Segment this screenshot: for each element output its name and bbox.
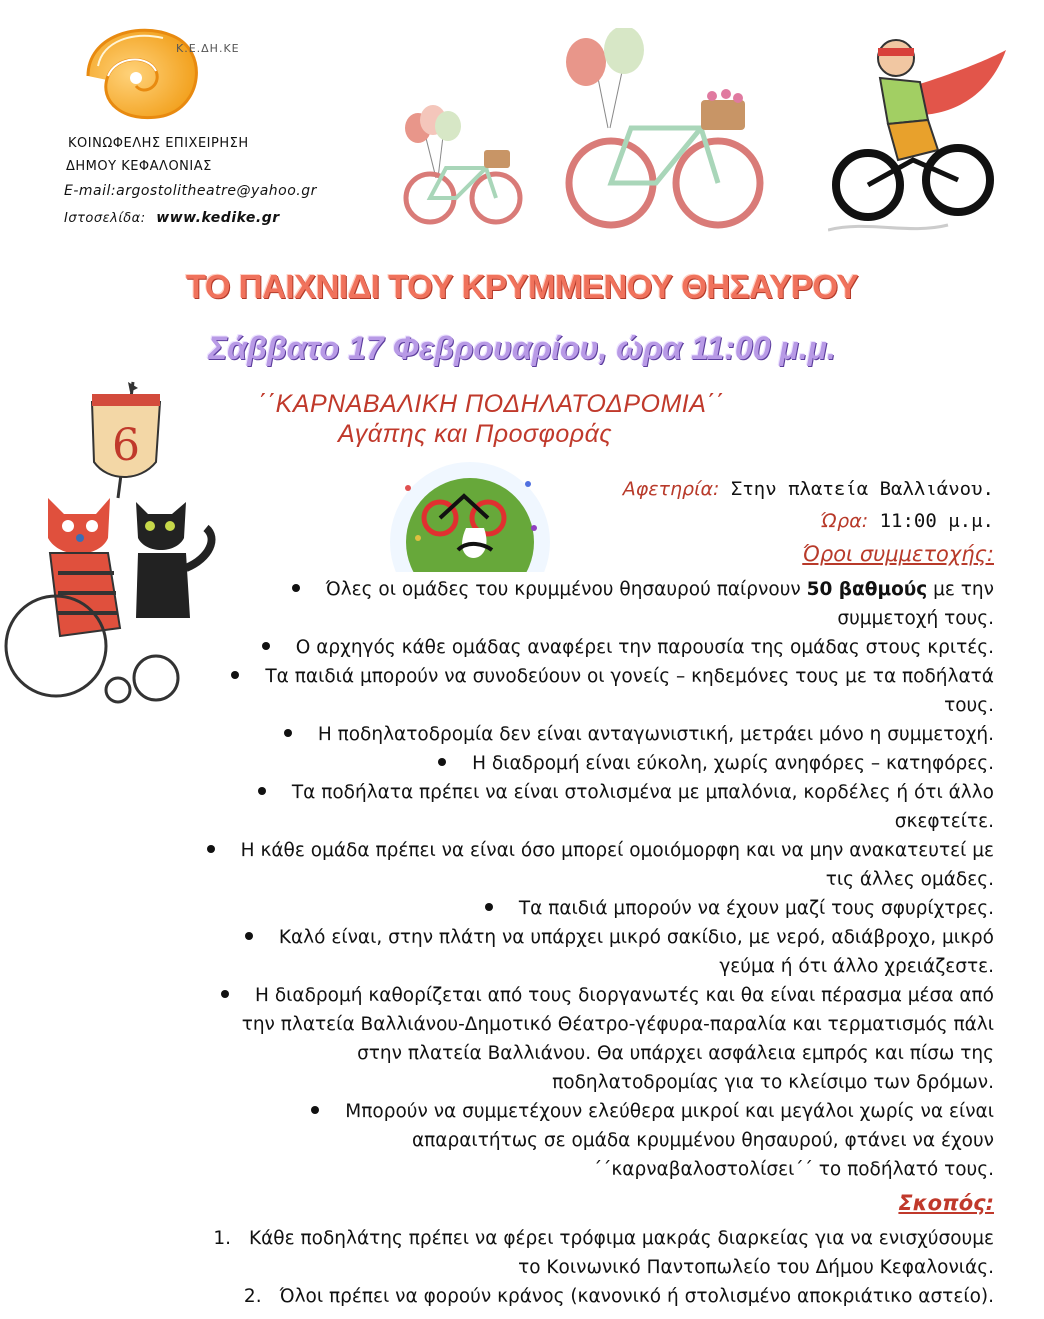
term-continuation: στην πλατεία Βαλλιάνου. Θα υπάρχει ασφάλεια εμπρός και πίσω της: [357, 1043, 994, 1064]
bullet-icon: [262, 642, 270, 650]
email: E-mail:argostolitheatre@yahoo.gr: [64, 183, 317, 199]
flag-number: 6: [112, 420, 140, 471]
term-continuation: ΄΄καρναβαλοστολίσει΄΄ το ποδήλατό τους.: [592, 1159, 994, 1180]
term-item: [0, 1097, 994, 1126]
term-item: [0, 720, 994, 749]
bullet-icon: [258, 787, 266, 795]
website: www.kedike.gr: [156, 210, 280, 226]
org-line-1: ΚΟΙΝΩΦΕΛΗΣ ΕΠΙΧΕΙΡΗΣΗ: [68, 136, 249, 151]
scope-item: [0, 1282, 994, 1311]
term-continuation: τις άλλες ομάδες.: [825, 869, 994, 890]
event-subtitle: Αγάπης και Προσφοράς: [338, 420, 613, 448]
term-text: Ο αρχηγός κάθε ομάδας αναφέρει την παρουσία της ομάδας στους κριτές.: [295, 637, 994, 658]
website-line: [64, 210, 280, 226]
term-item: [0, 894, 994, 923]
scope-item: [0, 1224, 994, 1253]
terms-heading: Όροι συμμετοχής:: [802, 542, 994, 566]
time-label: Ώρα:: [819, 510, 869, 532]
term-text: Η διαδρομή είναι εύκολη, χωρίς ανηφόρες – κατηφόρες.: [472, 753, 994, 774]
website-label: Ιστοσελίδα:: [64, 211, 146, 226]
term-item: [0, 749, 994, 778]
term-item: [0, 633, 994, 662]
term-text: Η κάθε ομάδα πρέπει να είναι όσο μπορεί ομοιόμορφη και να μην ανακατευτεί με: [240, 840, 994, 861]
event-name: ΄΄ΚΑΡΝΑΒΑΛΙΚΗ ΠΟΔΗΛΑΤΟΔΡΟΜΙΑ΄΄: [258, 390, 725, 418]
term-text: Μπορούν να συμμετέχουν ελεύθερα μικροί και μεγάλοι χωρίς να είναι: [345, 1101, 994, 1122]
bullet-icon: [207, 845, 215, 853]
scope-text: Κάθε ποδηλάτης πρέπει να φέρει τρόφιμα μακράς διαρκείας για να ενισχύσουμε: [248, 1228, 994, 1249]
time-value: 11:00 μ.μ.: [879, 510, 994, 532]
scope-number: 2.: [243, 1286, 262, 1307]
term-continuation: συμμετοχή τους.: [837, 608, 994, 629]
term-item: [0, 923, 994, 952]
term-item: [0, 575, 994, 604]
term-bold: 50 βαθμούς: [806, 579, 928, 600]
term-item: [0, 662, 994, 691]
logo: [78, 16, 258, 126]
term-text: με την: [927, 579, 994, 600]
bullet-icon: [292, 584, 300, 592]
term-text: Όλες οι ομάδες του κρυμμένου θησαυρού παίρνουν: [325, 579, 807, 600]
term-item: [0, 836, 994, 865]
bike-face-badge: [388, 458, 552, 572]
term-text: Καλό είναι, στην πλάτη να υπάρχει μικρό σακίδιο, με νερό, αδιάβροχο, μικρό: [278, 927, 994, 948]
bullet-icon: [245, 932, 253, 940]
bullet-icon: [231, 671, 239, 679]
terms-list: [0, 575, 994, 1184]
scope-heading: Σκοπός:: [898, 1191, 994, 1215]
bullet-icon: [438, 758, 446, 766]
start-label: Αφετηρία:: [622, 478, 720, 500]
bullet-icon: [485, 903, 493, 911]
bullet-icon: [221, 990, 229, 998]
bullet-icon: [284, 729, 292, 737]
start-line: [623, 478, 994, 500]
scope-text: Όλοι πρέπει να φορούν κράνος (κανονικό ή στολισμένο αποκριάτικο αστείο).: [279, 1286, 994, 1307]
superhero-cyclist-illustration: [828, 20, 1008, 240]
date-line: Σάββατο 17 Φεβρουαρίου, ώρα 11:00 μ.μ.: [208, 330, 836, 366]
bicycles-illustration: [396, 28, 776, 233]
term-item: [0, 981, 994, 1010]
scope-number: 1.: [213, 1228, 231, 1249]
term-text: Η διαδρομή καθορίζεται από τους διοργανωτές και θα είναι πέρασμα μέσα από: [255, 985, 994, 1006]
time-line: [820, 510, 994, 532]
term-continuation: την πλατεία Βαλλιάνου-Δημοτικό Θέατρο-γέφυρα-παραλία και τερματισμός πάλι: [241, 1014, 994, 1035]
term-text: Τα ποδήλατα πρέπει να είναι στολισμένα με μπαλόνια, κορδέλες ή ότι άλλο: [291, 782, 994, 803]
term-continuation: απαραιτήτως σε ομάδα κρυμμένου θησαυρού, φτάνει να έχουν: [411, 1130, 994, 1151]
term-continuation: γεύμα ή ότι άλλο χρειάζεστε.: [719, 956, 994, 977]
term-text: Τα παιδιά μπορούν να έχουν μαζί τους σφυρίχτρες.: [518, 898, 994, 919]
term-item: [0, 778, 994, 807]
term-continuation: τους.: [944, 695, 994, 716]
logo-shell-image: [78, 16, 258, 126]
bullet-icon: [311, 1106, 319, 1114]
term-continuation: σκεφτείτε.: [894, 811, 994, 832]
org-line-2: ΔΗΜΟΥ ΚΕΦΑΛΟΝΙΑΣ: [66, 159, 212, 174]
term-text: Η ποδηλατοδρομία δεν είναι ανταγωνιστική, μετράει μόνο η συμμετοχή.: [317, 724, 994, 745]
start-value: Στην πλατεία Βαλλιάνου.: [730, 478, 994, 500]
logo-text: Κ.Ε.ΔΗ.ΚΕ: [176, 42, 240, 55]
term-continuation: ποδηλατοδρομίας για το κλείσιμο των δρόμων.: [552, 1072, 994, 1093]
scope-continuation: το Κοινωνικό Παντοπωλείο του Δήμου Κεφαλονιάς.: [518, 1257, 994, 1278]
term-text: Τα παιδιά μπορούν να συνοδεύουν οι γονείς – κηδεμόνες τους με τα ποδήλατά: [265, 666, 994, 687]
main-title: ΤΟ ΠΑΙΧΝΙΔΙ ΤΟΥ ΚΡΥΜΜΕΝΟΥ ΘΗΣΑΥΡΟΥ: [185, 268, 859, 305]
scope-list: [0, 1224, 994, 1311]
